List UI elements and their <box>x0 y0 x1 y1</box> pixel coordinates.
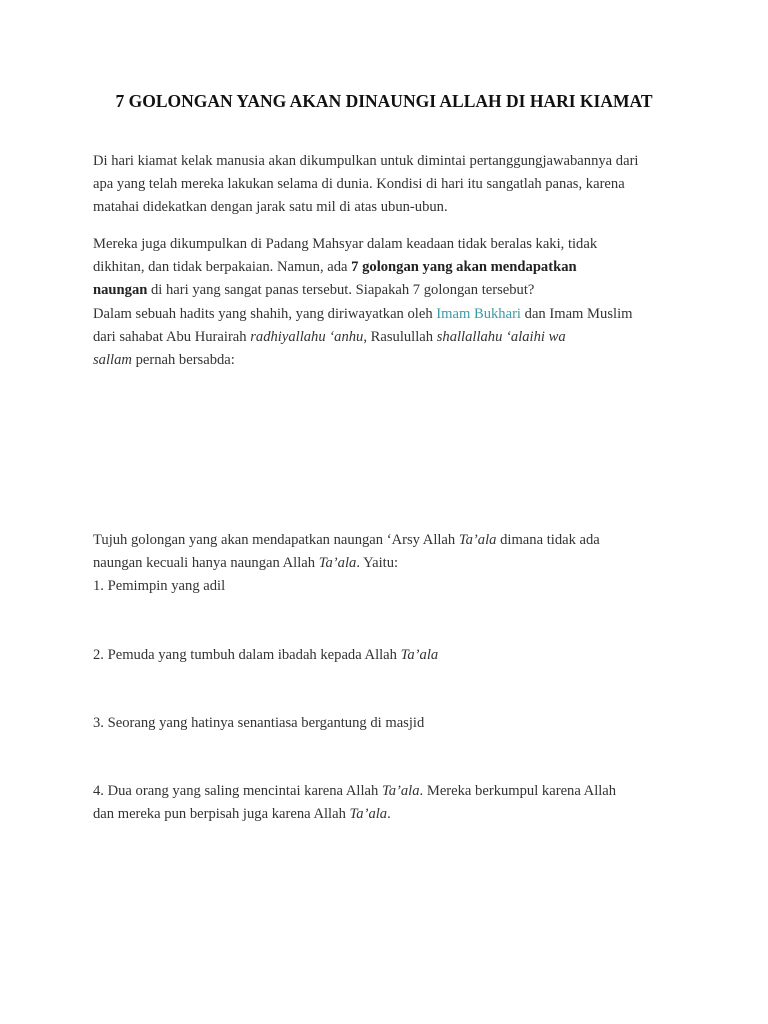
paragraph-line: Mereka juga dikumpulkan di Padang Mahsyar dalam keadaan tidak beralas kaki, tidak <box>93 236 598 252</box>
page-title: 7 GOLONGAN YANG AKAN DINAUNGI ALLAH DI HARI KIAMAT <box>115 91 653 111</box>
bold-text: 7 golongan yang akan mendapatkan <box>351 259 577 276</box>
paragraph-line <box>93 529 693 552</box>
paragraph-line <box>93 256 693 279</box>
text-run: . <box>387 806 391 823</box>
italic-text: Ta’ala <box>318 555 357 572</box>
text-run: di hari yang sangat panas tersebut. Siapakah 7 golongan tersebut? <box>147 282 535 299</box>
paragraph-line <box>93 644 693 667</box>
paragraph-line <box>93 326 693 349</box>
paragraph-line: apa yang telah mereka lakukan selama di dunia. Kondisi di hari itu sangatlah panas, karena <box>93 176 625 193</box>
text-run: . Mereka berkumpul karena Allah <box>419 783 617 799</box>
paragraph-line <box>93 303 693 326</box>
italic-text: shallallahu ‘alaihi wa <box>436 328 566 345</box>
imam-bukhari-link[interactable]: Imam Bukhari <box>436 305 521 322</box>
paragraph-line <box>93 349 693 372</box>
paragraph-line: 3. Seorang yang hatinya senantiasa bergantung di masjid <box>93 715 425 731</box>
italic-text: sallam <box>93 352 132 369</box>
italic-text: Ta’ala <box>400 647 439 663</box>
italic-text: Ta’ala <box>349 806 388 823</box>
text-run: . Yaitu: <box>356 555 399 572</box>
text-run: pernah bersabda: <box>131 352 235 369</box>
italic-text: Ta’ala <box>381 783 420 799</box>
paragraph-line: matahai didekatkan dengan jarak satu mil di atas ubun-ubun. <box>93 199 448 216</box>
text-run: , Rasulullah <box>363 328 437 345</box>
paragraph-intro <box>93 150 693 220</box>
bold-text: naungan <box>93 282 148 299</box>
list-item-2 <box>93 644 693 667</box>
paragraph-line <box>93 780 693 803</box>
text-run: dimana tidak ada <box>496 532 600 548</box>
italic-text: radhiyallahu ‘anhu <box>250 328 364 345</box>
text-run: dikhitan, dan tidak berpakaian. Namun, ada <box>93 259 352 276</box>
text-run: Tujuh golongan yang akan mendapatkan naungan ‘Arsy Allah <box>93 532 459 548</box>
paragraph-line <box>93 803 693 826</box>
paragraph-line <box>93 279 693 302</box>
paragraph-line <box>93 552 693 575</box>
list-item-4 <box>93 780 693 826</box>
text-run: naungan kecuali hanya naungan Allah <box>93 555 319 572</box>
text-run: 4. Dua orang yang saling mencintai karena Allah <box>93 783 382 799</box>
list-item-3 <box>93 712 693 735</box>
paragraph-seven-groups <box>93 529 693 599</box>
paragraph-line: Di hari kiamat kelak manusia akan dikumpulkan untuk dimintai pertanggungjawabannya dari <box>93 153 639 169</box>
text-run: dan Imam Muslim <box>521 305 633 322</box>
text-run: dan mereka pun berpisah juga karena Allah <box>93 806 350 823</box>
text-run: Dalam sebuah hadits yang shahih, yang diriwayatkan oleh <box>93 305 437 322</box>
text-run: 2. Pemuda yang tumbuh dalam ibadah kepada Allah <box>93 647 401 663</box>
list-item-1: 1. Pemimpin yang adil <box>93 578 226 595</box>
paragraph-mahsyar <box>93 233 693 372</box>
italic-text: Ta’ala <box>458 532 497 548</box>
text-run: dari sahabat Abu Hurairah <box>93 328 251 345</box>
